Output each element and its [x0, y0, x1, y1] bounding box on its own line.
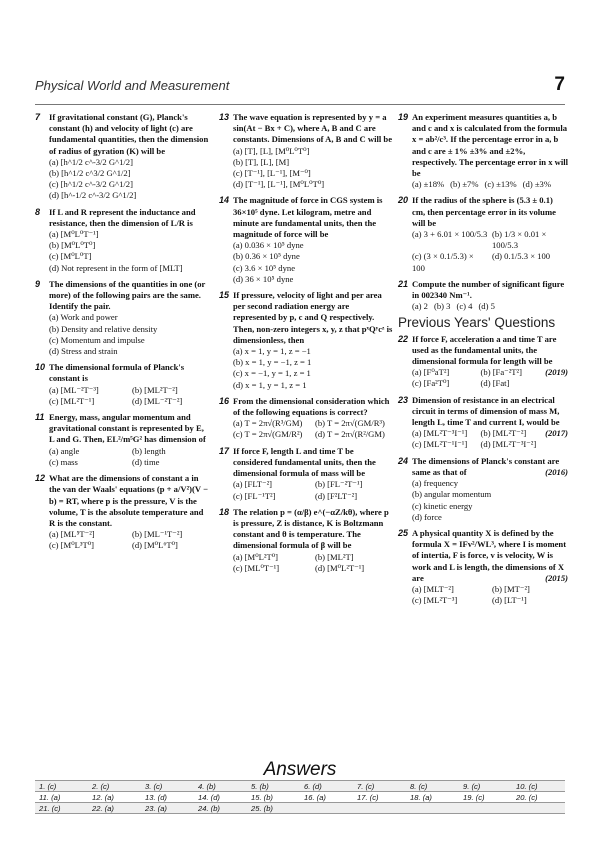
question-stem: The dimensions of Planck's constant are same as that of	[412, 455, 560, 477]
option-c: (c) [M⁰L³T⁰]	[49, 540, 95, 551]
question-15	[219, 290, 393, 391]
question-number: 10	[35, 362, 46, 373]
option-c: (c) [FL⁻¹T²]	[233, 490, 276, 501]
option-a: (a) ±18%	[412, 179, 445, 190]
answer-cell: 20. (c)	[512, 792, 565, 803]
question-number: 19	[398, 112, 409, 122]
option-c: (c) [M⁰L⁰T]	[49, 251, 92, 262]
option-a: (a) [M⁰L²T⁰]	[233, 551, 279, 562]
question-number: 23	[398, 394, 409, 405]
question-stem: If force F, acceleration a and time T are used as the fundamental units, the dimensional formula for length will be	[412, 333, 557, 367]
question-number: 12	[35, 473, 46, 484]
answer-cell: 12. (a)	[88, 792, 141, 803]
option-d: (d) [ML⁻²T⁻²]	[132, 395, 183, 406]
option-a: (a) [MLT⁻²]	[412, 583, 454, 594]
option-b: (b) length	[132, 445, 166, 456]
option-a: (a) Work and power	[49, 312, 118, 323]
answer-cell: 17. (c)	[353, 792, 406, 803]
question-number: 21	[398, 278, 409, 289]
option-b: (b) 0.36 × 10⁵ dyne	[233, 251, 300, 262]
chapter-title: Physical World and Measurement	[35, 78, 230, 93]
year-tag: (2017)	[545, 428, 568, 439]
page-number: 7	[554, 74, 565, 95]
answer-cell: 21. (c)	[35, 803, 88, 814]
question-stem: If the radius of the sphere is (5.3 ± 0.1) cm, then percentage error in its volume will be	[412, 195, 556, 228]
question-stem: Compute the number of significant figure in 002340 Nm⁻¹.	[412, 278, 565, 301]
question-11	[35, 412, 211, 468]
option-b: (b) ±7%	[450, 179, 479, 190]
question-stem: If L and R represent the inductance and resistance, then the dimension of L/R is	[49, 206, 196, 228]
question-19	[398, 112, 568, 190]
question-stem: The wave equation is represented by y = a sin(At − Bx + C), where A, B and C are constants. Dimensions of A, B and C will be	[233, 112, 393, 145]
question-13	[219, 112, 393, 190]
question-14	[219, 195, 393, 285]
option-d: (d) [Fat]	[480, 378, 510, 389]
question-stem: If gravitational constant (G), Planck's constant (h) and velocity of light (c) are fundamental quantities, then the dimension of radius of gyration (K) will be	[49, 112, 209, 156]
answer-cell: 8. (c)	[406, 781, 459, 792]
answer-cell: 6. (d)	[300, 781, 353, 792]
option-a: (a) [F⁰aT²]	[412, 367, 450, 378]
question-number: 7	[35, 112, 41, 122]
question-number: 14	[219, 195, 230, 206]
answer-cell	[406, 803, 459, 814]
option-a: (a) frequency	[412, 478, 459, 489]
section-title: Previous Years' Questions	[398, 315, 556, 331]
option-a: (a) 2	[412, 301, 428, 312]
option-d: (d) force	[412, 511, 442, 522]
answers-table	[35, 780, 565, 814]
option-c: (c) [T⁻¹], [L⁻¹], [M⁻⁰]	[233, 168, 311, 179]
option-d: (d) [LT⁻¹]	[492, 595, 527, 606]
question-number: 13	[219, 112, 230, 122]
option-d: (d) 36 × 10⁵ dyne	[233, 273, 294, 284]
option-c: (c) (3 × 0.1/5.3) × 100	[412, 251, 474, 273]
question-24	[398, 456, 568, 523]
answer-cell: 25. (b)	[247, 803, 300, 814]
question-22	[398, 334, 568, 390]
option-b: (b) [h^1/2 c^3/2 G^1/2]	[49, 168, 131, 179]
question-number: 22	[398, 333, 409, 344]
answer-cell: 10. (c)	[512, 781, 565, 792]
question-number: 8	[35, 206, 41, 217]
column-3	[398, 112, 568, 611]
option-a: (a) [FLT⁻²]	[233, 479, 273, 490]
question-7	[35, 112, 211, 202]
question-number: 15	[219, 290, 230, 301]
option-d: (d) T = 2π√(R²/GM)	[315, 429, 385, 440]
option-b: (b) [ML²T]	[315, 551, 354, 562]
option-d: (d) [F²LT⁻²]	[315, 490, 358, 501]
question-10	[35, 362, 211, 407]
answer-cell	[353, 803, 406, 814]
option-d: (d) [T⁻¹], [L⁻¹], [M⁰L⁰T⁰]	[233, 179, 325, 190]
answer-cell: 22. (a)	[88, 803, 141, 814]
option-d: (d) [h^-1/2 c^-3/2 G^1/2]	[49, 190, 137, 201]
question-23	[398, 395, 568, 451]
option-c: (c) [ML²T⁻¹I⁻¹]	[412, 439, 468, 450]
option-b: (b) T = 2π√(GM/R³)	[315, 418, 385, 429]
option-c: (c) ±13%	[484, 179, 517, 190]
question-20	[398, 195, 568, 273]
question-25	[398, 528, 568, 606]
option-d: (d) x = 1, y = 1, z = 1	[233, 379, 307, 390]
option-b: (b) 3	[433, 301, 451, 312]
answer-cell: 3. (c)	[141, 781, 194, 792]
answer-cell: 9. (c)	[459, 781, 512, 792]
year-tag: (2016)	[545, 466, 568, 477]
option-c: (c) [Fa²T⁰]	[412, 378, 450, 389]
option-c: (c) mass	[49, 456, 78, 467]
question-stem: The dimensions of the quantities in one (or more) of the following pairs are the same. Identify the pair.	[49, 278, 206, 312]
option-c: (c) [ML²T⁻¹]	[49, 395, 95, 406]
question-8	[35, 207, 211, 274]
answer-cell	[512, 803, 565, 814]
page-header	[35, 74, 565, 100]
option-d: (d) [M⁰L⁶T⁰]	[132, 540, 178, 551]
question-number: 11	[35, 412, 45, 423]
option-a: (a) [h^1/2 c^-3/2 G^1/2]	[49, 156, 133, 167]
option-b: (b) [Fa⁻²T²]	[480, 367, 522, 378]
option-b: (b) [FL⁻²T⁻¹]	[315, 479, 363, 490]
table-row	[35, 781, 565, 792]
answer-cell: 2. (c)	[88, 781, 141, 792]
option-c: (c) 4	[456, 301, 473, 312]
option-c: (c) Momentum and impulse	[49, 334, 145, 345]
option-c: (c) kinetic energy	[412, 500, 473, 511]
option-b: (b) [T], [L], [M]	[233, 156, 290, 167]
question-9	[35, 279, 211, 357]
option-b: (b) 1/3 × 0.01 × 100/5.3	[492, 229, 547, 251]
option-c: (c) [h^1/2 c^-3/2 G^1/2]	[49, 179, 133, 190]
question-stem: If pressure, velocity of light and per area per second radiation energy are represented by p, c and Q respectively. Then, non-zero integers x, y, z that pˣQʸcᶻ is dimensionless, then	[233, 290, 393, 345]
option-c: (c) T = 2π√(GM/R²)	[233, 429, 303, 440]
option-d: (d) Not represent in the form of [MLT]	[49, 262, 183, 273]
option-a: (a) x = 1, y = 1, z = −1	[233, 346, 311, 357]
option-a: (a) [T], [L], [M⁰L⁰T⁰]	[233, 145, 310, 156]
question-12	[35, 473, 211, 551]
question-16	[219, 396, 393, 441]
option-b: (b) x = 1, y = −1, z = 1	[233, 357, 312, 368]
option-c: (c) [ML²T⁻³]	[412, 595, 458, 606]
answer-cell: 7. (c)	[353, 781, 406, 792]
question-18	[219, 507, 393, 574]
answer-cell: 5. (b)	[247, 781, 300, 792]
answers-title: Answers	[263, 759, 337, 780]
question-stem: The magnitude of force in CGS system is 36×10⁵ dyne. Let kilogram, metre and minute are fundamental units, then the magnitude of force will be	[233, 195, 383, 240]
option-c: (c) [ML⁰T⁻¹]	[233, 562, 280, 573]
answer-cell	[300, 803, 353, 814]
table-row	[35, 792, 565, 803]
question-stem: A physical quantity X is defined by the formula X = IFv²/WL³, where I is moment of intertia, F is force, v is velocity, W is work and L is length, the dimensions of X are	[412, 527, 567, 583]
question-stem: An experiment measures quantities a, b and c and x is calculated from the formula x = ab²/c³. If the percentage error in a, b and c are ± 1% ±3% and ±2%, respectively. The percentage error in x will be	[412, 112, 569, 179]
question-17	[219, 446, 393, 502]
question-number: 24	[398, 455, 409, 466]
option-c: (c) 3.6 × 10⁵ dyne	[233, 262, 296, 273]
answer-cell: 23. (a)	[141, 803, 194, 814]
option-b: (b) [ML⁻¹T⁻²]	[132, 529, 183, 540]
question-stem: Dimension of resistance in an electrical circuit in terms of dimension of mass M, length L, time T and current I, would be	[412, 394, 560, 428]
option-a: (a) T = 2π√(R³/GM)	[233, 418, 303, 429]
option-d: (d) [M⁰L²T⁻¹]	[315, 562, 365, 573]
option-a: (a) [ML⁵T⁻²]	[49, 529, 95, 540]
option-a: (a) [M⁰L⁰T⁻¹]	[49, 229, 99, 240]
option-d: (d) [ML²T⁻³I⁻²]	[480, 439, 537, 450]
answer-cell: 13. (d)	[141, 792, 194, 803]
question-number: 9	[35, 278, 41, 289]
question-number: 16	[219, 395, 230, 406]
answer-cell: 15. (b)	[247, 792, 300, 803]
option-a: (a) [ML⁻²T⁻³]	[49, 384, 99, 395]
option-b: (b) [M⁰L⁰T⁰]	[49, 240, 96, 251]
option-a: (a) [ML²T⁻³I⁻¹]	[412, 428, 468, 439]
option-d: (d) time	[132, 456, 160, 467]
option-a: (a) 0.036 × 10⁵ dyne	[233, 240, 304, 251]
answer-cell	[459, 803, 512, 814]
question-number: 17	[219, 445, 230, 456]
answer-cell: 18. (a)	[406, 792, 459, 803]
question-stem: If force F, length L and time T be considered fundamental units, then the dimensional formula of mass will be	[233, 445, 376, 479]
answer-cell: 14. (d)	[194, 792, 247, 803]
year-tag: (2015)	[545, 572, 568, 583]
question-stem: Energy, mass, angular momentum and gravitational constant is represented by E, L and G. Then, EL²/m⁵G² has dimension of	[49, 412, 206, 445]
question-stem: The dimensional formula of Planck's constant is	[49, 362, 185, 384]
option-d: (d) Stress and strain	[49, 346, 118, 357]
year-tag: (2019)	[545, 367, 568, 378]
answer-cell: 19. (c)	[459, 792, 512, 803]
option-b: (b) [MT⁻²]	[492, 583, 530, 594]
question-stem: From the dimensional consideration which of the following equations is correct?	[233, 395, 390, 418]
column-1	[35, 112, 211, 557]
question-21	[398, 279, 568, 313]
option-d: (d) ±3%	[522, 179, 551, 190]
question-number: 25	[398, 527, 409, 538]
option-a: (a) 3 + 6.01 × 100/5.3	[412, 229, 488, 240]
option-d: (d) 5	[478, 301, 495, 312]
question-number: 20	[398, 195, 409, 206]
answer-cell: 1. (c)	[35, 781, 88, 792]
option-b: (b) angular momentum	[412, 489, 492, 500]
option-a: (a) angle	[49, 445, 80, 456]
option-b: (b) [ML²T⁻²]	[132, 384, 178, 395]
answer-cell: 11. (a)	[35, 792, 88, 803]
option-d: (d) 0.1/5.3 × 100	[492, 251, 551, 262]
option-c: (c) x = −1, y = 1, z = 1	[233, 368, 311, 379]
option-b: (b) Density and relative density	[49, 323, 158, 334]
question-stem: The relation p = (α/β) e^(−αZ/kθ), where p is pressure, Z is distance, K is Boltzmann constant and θ is temperature. The dimensional formula of β will be	[233, 506, 389, 551]
answer-cell: 24. (b)	[194, 803, 247, 814]
option-b: (b) [ML²T⁻²]	[480, 428, 527, 439]
question-stem: What are the dimensions of constant a in the van der Waals' equations (p + a/V²)(V − b) = RT, where p is the pressure, V is the volume, T is the absolute temperature and R is the constant.	[49, 473, 208, 528]
header-rule	[35, 104, 565, 105]
answer-cell: 16. (a)	[300, 792, 353, 803]
question-number: 18	[219, 506, 230, 517]
answer-cell: 4. (b)	[194, 781, 247, 792]
table-row	[35, 803, 565, 814]
column-2	[219, 112, 393, 579]
